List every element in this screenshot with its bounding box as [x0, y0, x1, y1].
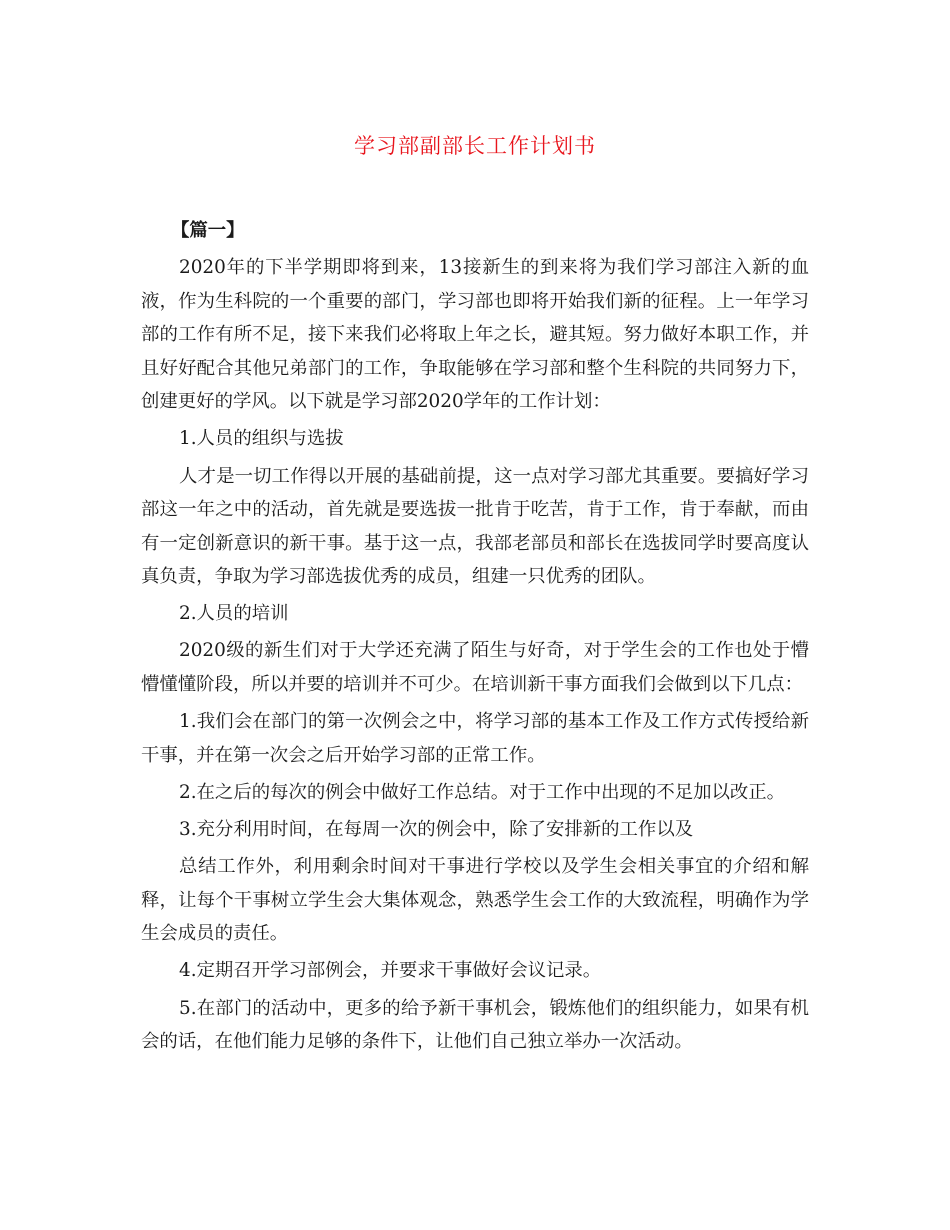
paragraph: 2020年的下半学期即将到来，13接新生的到来将为我们学习部注入新的血液，作为生科院的一个重要的部门，学习部也即将开始我们新的征程。上一年学习部的工作有所不足，接下来我们必将取上年之长，避其短。努力做好本职工作，并且好好配合其他兄弟部门的工作，争取能够在学习部和整个生科院的共同努力下，创建更好的学风。以下就是学习部2020学年的工作计划： [141, 257, 809, 413]
paragraph: 3.充分利用时间，在每周一次的例会中，除了安排新的工作以及 [179, 819, 694, 840]
document-title: 学习部副部长工作计划书 [354, 134, 596, 158]
paragraph: 5.在部门的活动中，更多的给予新干事机会，锻炼他们的组织能力，如果有机会的话，在他们能力足够的条件下，让他们自己独立举办一次活动。 [141, 997, 809, 1053]
document-body [141, 214, 809, 1062]
paragraph: 人才是一切工作得以开展的基础前提，这一点对学习部尤其重要。要搞好学习部这一年之中的活动，首先就是要选拔一批肯于吃苦，肯于工作，肯于奉献，而由有一定创新意识的新干事。基于这一点，我部老部员和部长在选拔同学时要高度认真负责，争取为学习部选拔优秀的成员，组建一只优秀的团队。 [141, 465, 809, 588]
paragraph: 1.人员的组织与选拔 [179, 428, 344, 450]
section-heading: 【篇一】 [171, 220, 245, 241]
paragraph: 1.我们会在部门的第一次例会之中，将学习部的基本工作及工作方式传授给新干事，并在第一次会之后开始学习部的正常工作。 [141, 711, 809, 766]
paragraph: 2020级的新生们对于大学还充满了陌生与好奇，对于学生会的工作也处于懵懵懂懂阶段，所以并要的培训并不可少。在培训新干事方面我们会做到以下几点： [141, 640, 809, 695]
paragraph: 2.人员的培训 [179, 603, 289, 625]
paragraph: 总结工作外，利用剩余时间对干事进行学校以及学生会相关事宜的介绍和解释，让每个干事树立学生会大集体观念，熟悉学生会工作的大致流程，明确作为学生会成员的责任。 [141, 856, 809, 945]
paragraph: 4.定期召开学习部例会，并要求干事做好会议记录。 [179, 960, 602, 982]
paragraph: 2.在之后的每次的例会中做好工作总结。对于工作中出现的不足加以改正。 [179, 781, 786, 803]
